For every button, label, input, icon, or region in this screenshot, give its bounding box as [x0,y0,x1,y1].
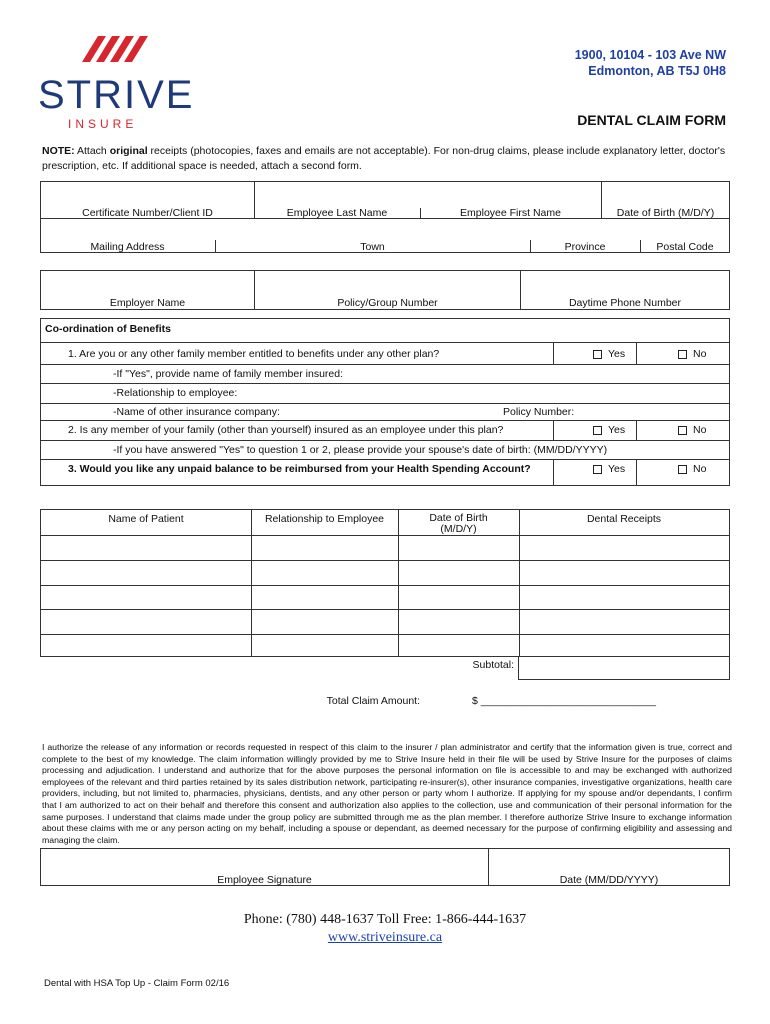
employer-label: Employer Name [109,297,186,309]
q2-sub-row[interactable] [41,441,729,460]
form-title: DENTAL CLAIM FORM [577,112,726,128]
no-label: No [693,424,707,436]
policy-number-label: Policy Number: [503,406,575,418]
address-line-1: 1900, 10104 - 103 Ave NW [574,48,726,62]
yes-label: Yes [608,424,626,436]
q1-sub3: -Name of other insurance company: [113,406,280,418]
patient-dob-header: Date of Birth (M/D/Y) [429,512,488,535]
cob-heading-row [41,319,729,343]
checkbox-icon [593,465,602,474]
logo-subword: INSURE [68,117,138,131]
note-bold: original [109,145,148,157]
no-label: No [693,463,707,475]
patient-name-header: Name of Patient [108,513,184,525]
total-claim-label: Total Claim Amount: [326,695,420,707]
dob-label: Date of Birth (M/D/Y) [616,207,715,219]
yes-label: Yes [608,463,626,475]
cob-heading: Co-ordination of Benefits [45,323,171,335]
policy-label: Policy/Group Number [337,297,438,309]
no-label: No [693,348,707,360]
q3-no[interactable] [678,463,706,475]
q2-sub: -If you have answered "Yes" to question 1 or 2, please provide your spouse's date of birth: (MM/DD/YYYY) [113,444,608,456]
signature-date-label: Date (MM/DD/YYYY) [559,874,659,886]
q3-text: 3. Would you like any unpaid balance to be reimbursed from your Health Spending Account? [68,463,531,475]
subtotal-label: Subtotal: [472,659,514,671]
town-label: Town [360,241,385,253]
checkbox-icon [678,465,687,474]
logo-wordmark: STRIVE [38,73,195,117]
form-code: Dental with HSA Top Up - Claim Form 02/16 [44,978,230,989]
subtotal-field[interactable] [518,656,730,680]
footer-phone: Phone: (780) 448-1637 Toll Free: 1-866-444-1637 [243,912,527,927]
q1-text: 1. Are you or any other family member entitled to benefits under any other plan? [68,348,440,360]
q1-sub1: -If "Yes", provide name of family member insured: [113,368,343,380]
note-label: NOTE: [42,145,75,157]
cob-section [40,318,730,486]
yes-label: Yes [608,348,626,360]
province-label: Province [564,241,606,253]
q2-text: 2. Is any member of your family (other than yourself) insured as an employee under this plan? [68,424,504,436]
company-address [575,47,726,79]
relationship-header: Relationship to Employee [264,513,385,525]
q2-no[interactable] [678,424,706,436]
postal-label: Postal Code [656,241,714,253]
footer-website-link[interactable]: www.striveinsure.ca [327,930,443,945]
cert-id-label: Certificate Number/Client ID [82,207,213,219]
q1-sub1-row[interactable] [41,365,729,384]
q1-yes[interactable] [593,348,625,360]
checkbox-icon [678,426,687,435]
q1-sub3-row[interactable] [41,404,729,421]
q2-row [41,421,729,441]
note-pre: Attach [74,145,110,157]
q3-yes[interactable] [593,463,625,475]
checkbox-icon [678,350,687,359]
mailing-label: Mailing Address [90,241,165,253]
note-post: receipts (photocopies, faxes and emails are not acceptable). For non-drug claims, please include explanatory letter, doctor's prescription, etc. If additional space is needed, attach a second form. [42,145,726,172]
authorization-text: I authorize the release of any information or records requested in respect of this claim to the insurer / plan administrator and certify that the information given is true, correct and complete to the best of my knowledge. The claim information willingly provided by me to Strive Insure held in their file will be used by Strive Insure for the purposes of claims processing and adjudication. I understand and authorize that for the above purposes the personal information on file is accessible to and may be exchanged with authorized employees of the relevant and third parties retained by its sales distribution network, participating re-insurer(s), other insurance companies, investigative organizations, health care providers, including, but not limited to, pharmacies, physicians, dentists, and any other person or party whom I authorize. If applying for my spouse and/or dependants, I confirm that I am authorized to act on their behalf and therefore this consent and authorization also applies to the collection, use and communication of their personal information for the same purposes. I understand that claims made under the group policy are submitted through me as the plan member. I therefore authorize Strive Insure to exchange information about these claims with me or any person acting on my behalf, including a spouse or dependant, as deemed necessary for the purpose of confirming eligibility and assessing and managing the claim. [42,742,732,845]
first-name-label: Employee First Name [460,207,561,219]
q1-no[interactable] [678,348,706,360]
q1-sub2: -Relationship to employee: [113,387,238,399]
note-text [42,144,732,174]
strive-logo [38,36,195,132]
last-name-label: Employee Last Name [286,207,388,219]
total-claim-value[interactable]: $ ______________________________ [472,695,656,707]
q1-sub2-row[interactable] [41,384,729,404]
checkbox-icon [593,426,602,435]
logo-stripes-icon [82,36,148,62]
q3-row [41,460,729,485]
q1-row [41,343,729,365]
dental-receipts-header: Dental Receipts [586,513,662,525]
address-line-2: Edmonton, AB T5J 0H8 [588,64,726,78]
checkbox-icon [593,350,602,359]
patient-table [40,509,730,657]
phone-label: Daytime Phone Number [568,297,682,309]
q2-yes[interactable] [593,424,625,436]
signature-label: Employee Signature [217,874,312,886]
